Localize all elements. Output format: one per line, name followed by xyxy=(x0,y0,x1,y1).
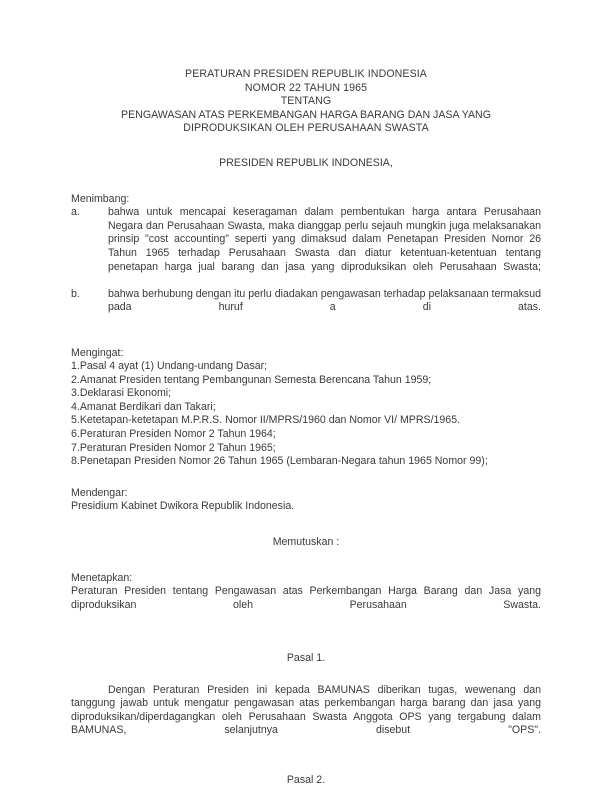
menimbang-section xyxy=(71,193,541,329)
title-line-1: PERATURAN PRESIDEN REPUBLIK INDONESIA xyxy=(185,68,427,80)
title-line-2: NOMOR 22 TAHUN 1965 xyxy=(244,81,368,94)
menetapkan-label: Menetapkan: xyxy=(71,571,133,584)
mendengar-label: Mendengar: xyxy=(71,486,128,499)
title-line-3: TENTANG xyxy=(280,95,332,108)
mengingat-section xyxy=(71,347,541,469)
title-line-5: DIPRODUKSIKAN OLEH PERUSAHAAN SWASTA xyxy=(183,122,429,135)
pasal-2-heading: Pasal 2. xyxy=(286,773,326,786)
document-title-block xyxy=(71,68,541,136)
menimbang-item-b-text: bahwa berhubung dengan itu perlu diadakan pengawasan terhadap pelaksanaan termaksud pada huruf a di atas. xyxy=(108,287,541,314)
menimbang-label: Menimbang: xyxy=(71,192,130,205)
document-content xyxy=(71,0,541,787)
menimbang-item-a-text: bahwa untuk mencapai keseragaman dalam pembentukan harga antara Perusahaan Negara dan Perusahaan Swasta, maka dianggap perlu sejauh mungkin juga melaksanakan prinsip "cost accounting" seperti yang dimaksud dalam Penetapan Presiden Nomor 26 Tahun 1965 terhadap Perusahaan Swasta dan diatur ketentuan-ketentuan tentang penetapan harga jual barang dan jasa yang diproduksikan oleh Perusahaan Swasta; xyxy=(108,206,541,273)
issuer-line: PRESIDEN REPUBLIK INDONESIA, xyxy=(219,156,393,169)
menetapkan-text: Peraturan Presiden tentang Pengawasan atas Perkembangan Harga Barang dan Jasa yang diproduksikan oleh Perusahaan Swasta. xyxy=(71,585,541,611)
mengingat-label: Mengingat: xyxy=(71,346,124,359)
mengingat-item-2: 2.Amanat Presiden tentang Pembangunan Semesta Berencana Tahun 1959; xyxy=(71,373,432,386)
pasal-1-body: Dengan Peraturan Presiden ini kepada BAMUNAS diberikan tugas, wewenang dan tanggung jawab untuk mengatur pengawasan atas perkembangan harga barang dan jasa yang diproduksikan/diperdagangkan oleh Perusahaan Swasta Anggota OPS yang tergabung dalam BAMUNAS, selanjutnya disebut "OPS". xyxy=(71,683,541,737)
mengingat-item-6: 6.Peraturan Presiden Nomor 2 Tahun 1964; xyxy=(71,428,276,441)
mengingat-item-1: 1.Pasal 4 ayat (1) Undang-undang Dasar; xyxy=(71,360,268,373)
menimbang-item-b xyxy=(71,288,541,329)
mengingat-item-4: 4.Amanat Berdikari dan Takari; xyxy=(71,400,216,413)
mengingat-item-5: 5.Ketetapan-ketetapan M.P.R.S. Nomor II/MPRS/1960 dan Nomor VI/ MPRS/1965. xyxy=(71,414,461,427)
menimbang-item-a-marker: a. xyxy=(71,206,80,219)
mengingat-item-7: 7.Peraturan Presiden Nomor 2 Tahun 1965; xyxy=(71,441,276,454)
mendengar-section xyxy=(71,487,541,514)
title-line-4: PENGAWASAN ATAS PERKEMBANGAN HARGA BARANG DAN JASA YANG xyxy=(121,108,491,121)
menimbang-item-b-marker: b. xyxy=(71,287,80,300)
mendengar-text: Presidium Kabinet Dwikora Republik Indonesia. xyxy=(71,500,295,513)
mengingat-item-3: 3.Deklarasi Ekonomi; xyxy=(71,387,172,400)
menimbang-item-a xyxy=(71,206,541,288)
menetapkan-section xyxy=(71,572,541,626)
memutuskan-heading: Memutuskan : xyxy=(272,536,340,549)
mengingat-item-8: 8.Penetapan Presiden Nomor 26 Tahun 1965 (Lembaran-Negara tahun 1965 Nomor 99); xyxy=(71,455,488,468)
pasal-1-heading: Pasal 1. xyxy=(286,652,326,664)
